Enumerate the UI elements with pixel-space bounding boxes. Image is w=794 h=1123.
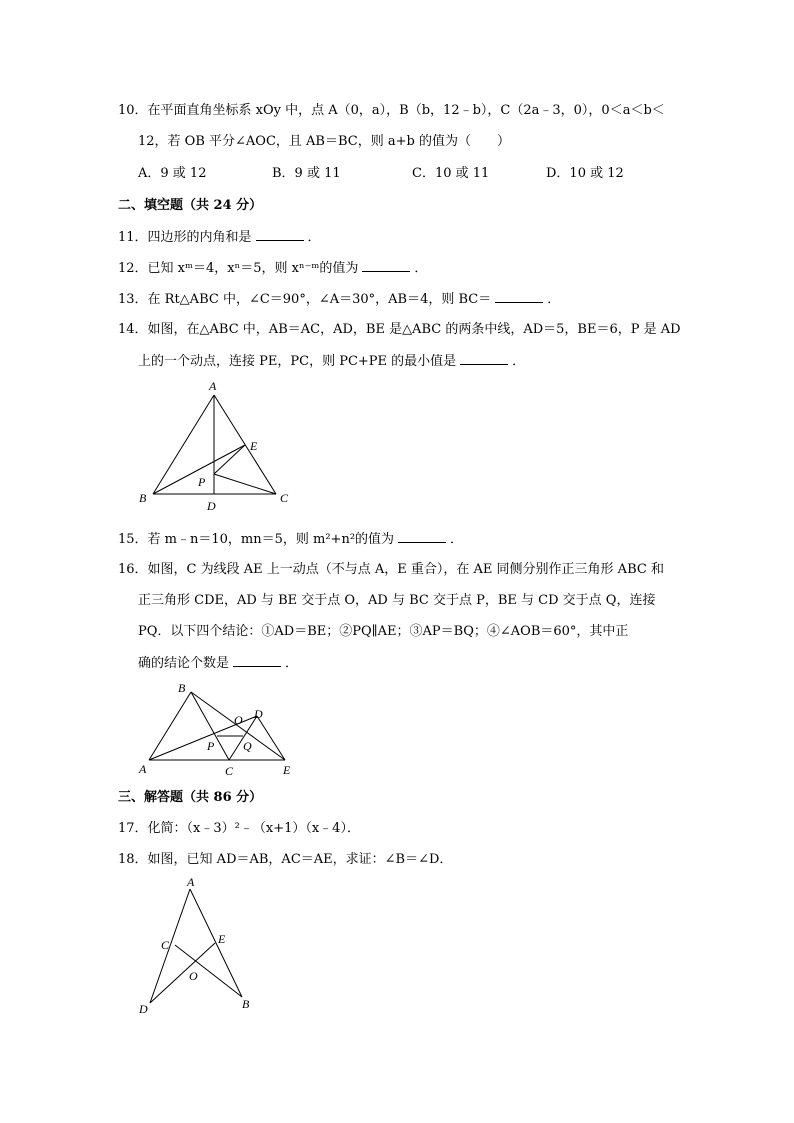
q18-label-e: E [218,932,226,946]
q16-seg-AB [149,692,191,760]
q16-end: ． [285,656,299,671]
q18-text: 18．如图，已知 AD＝AB，AC＝AE，求证：∠B＝∠D． [118,852,453,867]
q15-end: ． [450,532,464,547]
q15-blank [398,530,446,543]
q13-end: ． [547,292,561,307]
q18-figure [130,875,270,1020]
q11-text: 11．四边形的内角和是 [118,230,252,245]
q14-label-p: P [198,475,206,489]
q10-option-d: D．10 或 12 [546,166,624,181]
q15 [118,530,463,549]
q14-line2 [138,352,525,371]
q16-label-p: P [207,739,215,753]
q10-option-a: A．9 或 12 [138,166,207,181]
q18-label-d: D [139,1002,148,1016]
q10-option-c: C．10 或 11 [412,166,490,181]
q14-seg-PC [214,474,276,494]
q14-end: ． [512,354,526,369]
q18-seg-ED [150,943,215,1003]
q14-label-d: D [207,499,216,513]
q12-text: 12．已知 xᵐ＝4，xⁿ＝5，则 xⁿ⁻ᵐ的值为 [118,261,359,276]
q12-end: ． [414,261,428,276]
q16-label-q: Q [243,739,252,753]
q15-text: 15．若 m﹣n＝10，mn＝5，则 m²+n²的值为 [118,532,395,547]
q16-label-o: O [234,713,243,727]
q16-seg-DE [257,716,285,760]
q14-label-a: A [209,379,217,393]
q14-label-c: C [280,491,289,505]
q16-label-b: B [178,681,186,695]
q18-seg-AB [190,889,242,997]
q10-option-b: B．9 或 11 [272,166,341,181]
q13-text: 13．在 Rt△ABC 中，∠C＝90°，∠A＝30°，AB＝4，则 BC＝ [118,292,492,307]
q18-label-o: O [189,969,198,983]
section-fill-in-title: 二、填空题（共 24 分） [118,198,263,213]
q16-line1: 16．如图，C 为线段 AE 上一动点（不与点 A，E 重合），在 AE 同侧分别作正三角形 ABC 和 [118,562,664,577]
q14-figure [130,380,300,515]
q16-figure [135,680,305,780]
q13-blank [495,290,543,303]
q13 [118,290,560,309]
q18-seg-AD [150,889,190,1003]
q14-line1: 14．如图，在△ABC 中，AB＝AC，AD，BE 是△ABC 的两条中线，AD＝5，BE＝6，P 是 AD [118,322,681,337]
q16-label-d: D [254,707,263,721]
q18-label-a: A [187,875,195,889]
q16-line3: PQ．以下四个结论：①AD＝BE；②PQ∥AE；③AP＝BQ；④∠AOB＝60°，其中正 [138,624,629,639]
q12 [118,259,427,278]
q18-label-b: B [242,997,250,1011]
q10-line1: 10．在平面直角坐标系 xOy 中，点 A（0，a），B（b，12﹣b），C（2a﹣3，0），0＜a＜b＜ [118,103,665,118]
q18-label-c: C [161,938,170,952]
q16-label-e: E [283,763,291,777]
q16-label-a: A [139,762,147,776]
q14-blank [460,352,508,365]
q11-blank [256,228,304,241]
q16-line4-text: 确的结论个数是 [138,656,230,671]
section-answer-title: 三、解答题（共 86 分） [118,790,263,805]
q14-line2-text: 上的一个动点，连接 PE，PC，则 PC+PE 的最小值是 [138,354,457,369]
q10-line2: 12，若 OB 平分∠AOC，且 AB＝BC，则 a+b 的值为（ ） [138,134,510,149]
q16-line4 [138,654,298,673]
q17-text: 17．化简：（x﹣3）²﹣（x+1）（x﹣4）． [118,821,360,836]
q16-blank [233,654,281,667]
q16-line2: 正三角形 CDE，AD 与 BE 交于点 O，AD 与 BC 交于点 P，BE 与 CD 交于点 Q，连接 [138,593,656,608]
q14-label-e: E [250,439,258,453]
q16-label-c: C [225,764,234,778]
q11 [118,228,321,247]
q11-end: ． [307,230,321,245]
q12-blank [362,259,410,272]
q14-seg-AC [214,395,276,494]
q14-label-b: B [139,491,147,505]
